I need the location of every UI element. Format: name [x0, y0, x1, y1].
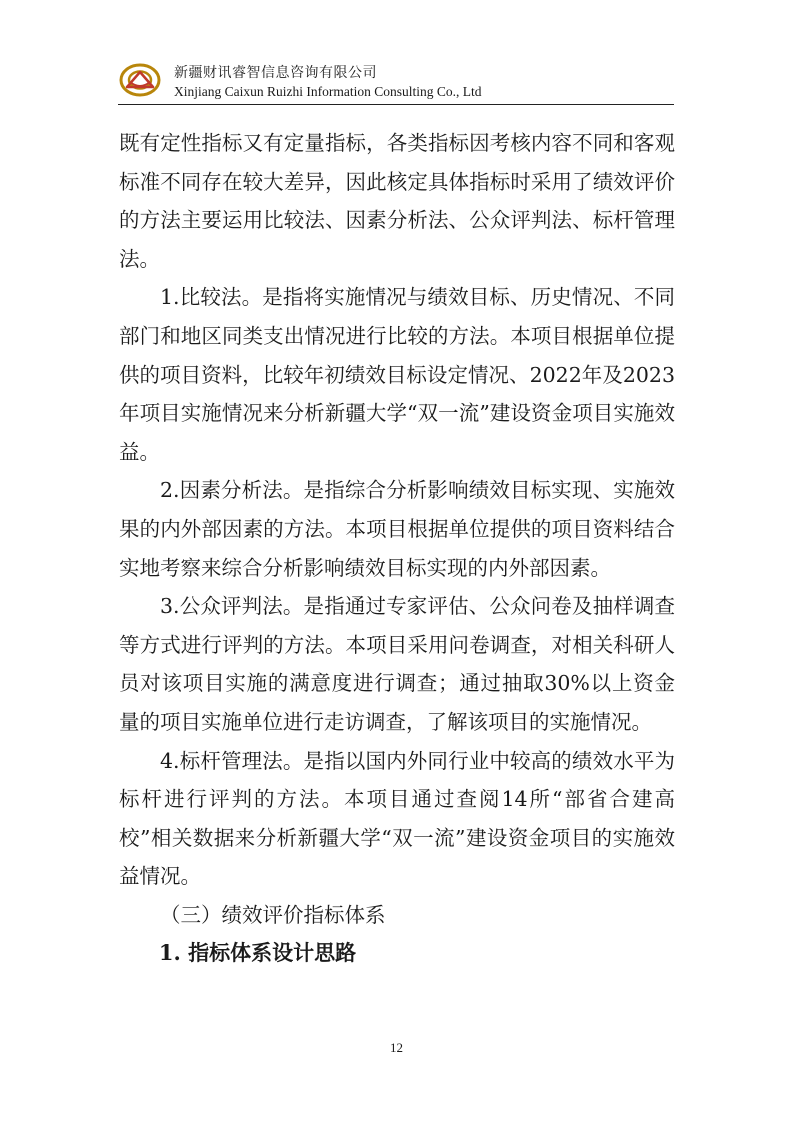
company-name-chinese: 新疆财讯睿智信息咨询有限公司 — [174, 65, 377, 81]
document-body — [119, 124, 675, 973]
paragraph-benchmarking: 4.标杆管理法。是指以国内外同行业中较高的绩效水平为标杆进行评判的方法。本项目通过查阅14所“部省合建高校”相关数据来分析新疆大学“双一流”建设资金项目的实施效益情况。 — [119, 748, 675, 889]
paragraph-factor-analysis: 2.因素分析法。是指综合分析影响绩效目标实现、实施效果的内外部因素的方法。本项目根据单位提供的项目资料结合实地考察来综合分析影响绩效目标实现的内外部因素。 — [119, 478, 675, 580]
page-number: 12 — [390, 1040, 403, 1055]
page-header — [118, 58, 678, 106]
paragraph-intro: 既有定性指标又有定量指标，各类指标因考核内容不同和客观标准不同存在较大差异，因此核定具体指标时采用了绩效评价的方法主要运用比较法、因素分析法、公众评判法、标杆管理法。 — [119, 131, 675, 271]
section-heading: （三）绩效评价指标体系 — [160, 902, 386, 927]
paragraph-public-evaluation: 3.公众评判法。是指通过专家评估、公众问卷及抽样调查等方式进行评判的方法。本项目采用问卷调查，对相关科研人员对该项目实施的满意度进行调查；通过抽取30%以上资金量的项目实施单位进行走访调查，了解该项目的实施情况。 — [119, 594, 675, 734]
company-logo-icon — [118, 60, 162, 100]
company-name-english: Xinjiang Caixun Ruizhi Information Consulting Co., Ltd — [174, 84, 482, 99]
paragraph-comparison-method: 1.比较法。是指将实施情况与绩效目标、历史情况、不同部门和地区同类支出情况进行比较的方法。本项目根据单位提供的项目资料，比较年初绩效目标设定情况、2022年及2023年项目实施情况来分析新疆大学“双一流”建设资金项目实施效益。 — [119, 285, 675, 464]
header-divider — [118, 104, 674, 105]
subsection-heading: 1. 指标体系设计思路 — [158, 940, 357, 966]
